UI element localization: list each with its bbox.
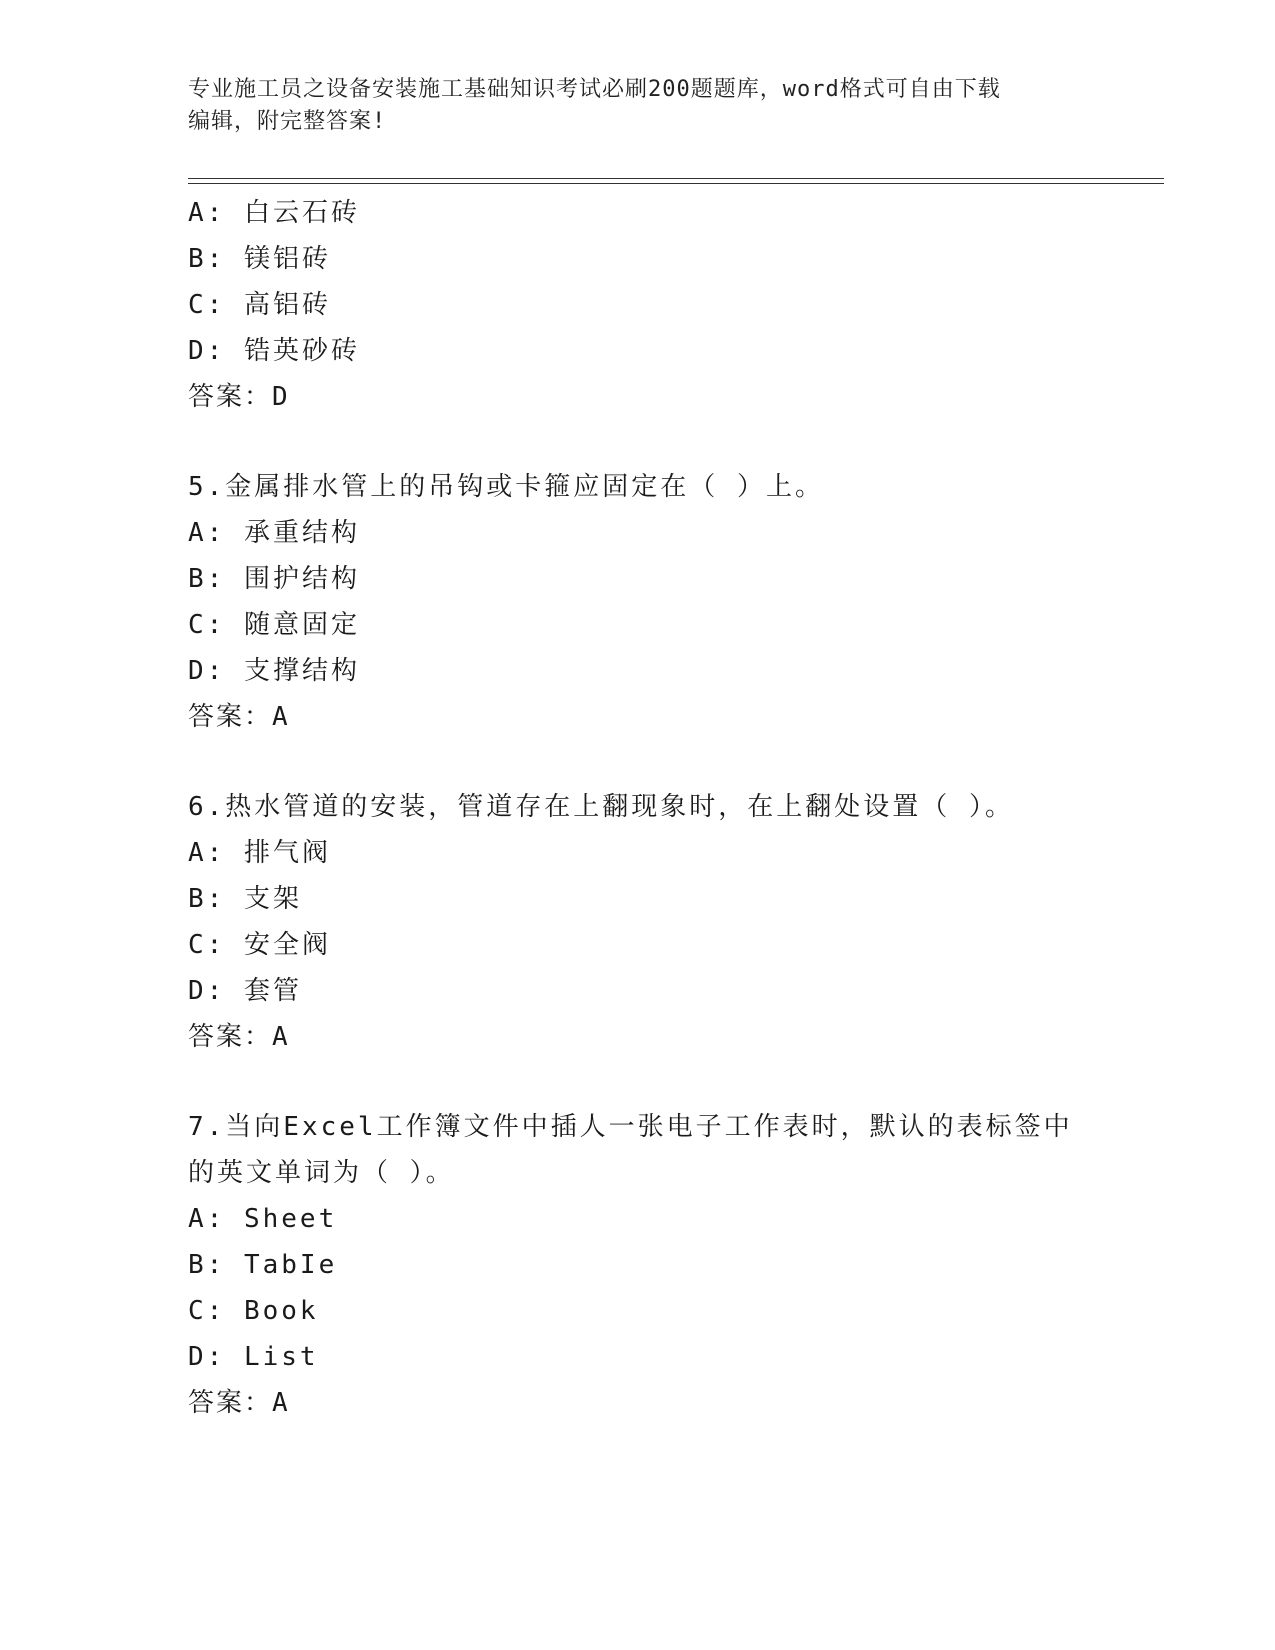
option-b: B: 镁铝砖 xyxy=(188,244,331,274)
answer-value: A xyxy=(272,1388,290,1418)
option-c: C: 安全阀 xyxy=(188,930,331,960)
option-a: A: Sheet xyxy=(188,1204,338,1234)
option-a: A: 排气阀 xyxy=(188,838,331,868)
option-b: B: 支架 xyxy=(188,884,302,914)
option-d: D: List xyxy=(188,1342,319,1372)
answer-line xyxy=(188,694,1088,740)
answer-line xyxy=(188,374,1088,420)
option-a: A: 白云石砖 xyxy=(188,198,360,228)
question-stem: 5.金属排水管上的吊钩或卡箍应固定在（ ）上。 xyxy=(188,472,824,502)
option-c: C: 随意固定 xyxy=(188,610,360,640)
answer-value: A xyxy=(272,1022,290,1052)
option-d: D: 锆英砂砖 xyxy=(188,336,360,366)
question-stem-line-1: 7.当向Excel工作簿文件中插人一张电子工作表时，默认的表标签中 xyxy=(188,1112,1073,1142)
header-line-1: 专业施工员之设备安装施工基础知识考试必刷200题题库，word格式可自由下载 xyxy=(188,77,1001,102)
option-c: C: Book xyxy=(188,1296,319,1326)
option-c: C: 高铝砖 xyxy=(188,290,331,320)
question-list xyxy=(188,190,1088,1426)
option-b: B: 围护结构 xyxy=(188,564,360,594)
answer-line xyxy=(188,1014,1088,1060)
header-rule-bottom xyxy=(188,183,1164,184)
answer-label: 答案： xyxy=(188,1388,273,1418)
header-rule-top xyxy=(188,178,1164,179)
question-stem-line-2: 的英文单词为（ ）。 xyxy=(188,1158,455,1188)
answer-value: D xyxy=(272,382,290,412)
option-d: D: 支撑结构 xyxy=(188,656,360,686)
question-stem: 6.热水管道的安装，管道存在上翻现象时，在上翻处设置（ ）。 xyxy=(188,792,1014,822)
answer-line xyxy=(188,1380,1088,1426)
header-line-2: 编辑，附完整答案! xyxy=(188,109,387,134)
question-4 xyxy=(188,190,1088,420)
question-7 xyxy=(188,1104,1088,1426)
option-a: A: 承重结构 xyxy=(188,518,360,548)
question-6 xyxy=(188,784,1088,1060)
answer-label: 答案： xyxy=(188,382,273,412)
option-d: D: 套管 xyxy=(188,976,302,1006)
option-b: B: TabIe xyxy=(188,1250,338,1280)
document-header xyxy=(188,74,1088,138)
answer-label: 答案： xyxy=(188,702,273,732)
answer-value: A xyxy=(272,702,290,732)
answer-label: 答案： xyxy=(188,1022,273,1052)
question-5 xyxy=(188,464,1088,740)
